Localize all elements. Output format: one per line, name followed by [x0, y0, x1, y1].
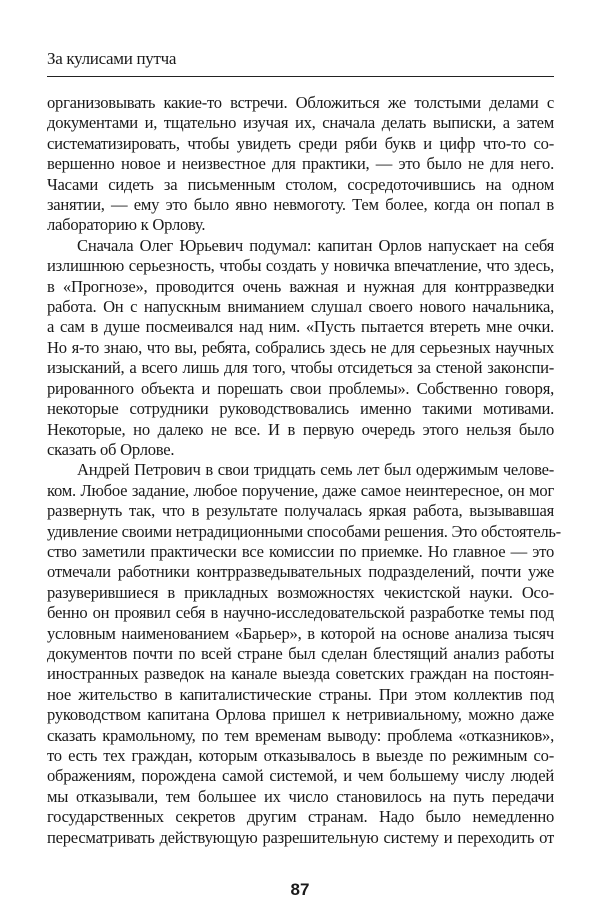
text-line: то есть тех граждан, которым отказывалось в выезде по режимным со-: [47, 746, 554, 765]
page-number: 87: [290, 880, 310, 899]
running-head: За кулисами путча: [47, 49, 177, 68]
text-line: изысканий, а всего лишь для того, чтобы отсидеться за стеной законспи-: [47, 358, 554, 378]
text-line: удивление своими нетрадиционными способами решения. Это обстоятель-: [47, 521, 561, 541]
text-line: организовывать какие-то встречи. Обложиться же толстыми делами с: [47, 93, 554, 112]
text-line: ком. Любое задание, любое поручение, даже самое неинтересное, он мог: [47, 480, 554, 500]
text-line: условным наименованием «Барьер», в которой на основе анализа тысяч: [47, 623, 554, 643]
text-line: излишнюю серьезность, чтобы создать у новичка впечатление, что здесь,: [47, 256, 554, 276]
text-line: Андрей Петрович в свои тридцать семь лет был одержимым челове-: [77, 460, 554, 480]
text-line: пересматривать действующую разрешительную систему и переходить от: [47, 827, 554, 847]
text-line: работа. Он с напускным вниманием слушал своего нового начальника,: [47, 297, 554, 317]
text-line: государственных секретов другим странам. Надо было немедленно: [47, 807, 554, 827]
text-line: некоторые сотрудники руководствовались именно такими мотивами.: [47, 399, 554, 419]
text-line: развернуть так, что в результате получалась яркая работа, вызывавшая: [47, 501, 554, 521]
text-line: Но я-то знаю, что вы, ребята, собрались здесь не для серьезных научных: [47, 337, 554, 357]
header-rule: [47, 76, 554, 77]
text-line: Некоторые, но далеко не все. И в первую очередь этого нельзя было: [47, 419, 554, 439]
text-line: иностранных разведок на канале выезда советских граждан на постоян-: [47, 664, 554, 684]
text-line: Часами сидеть за письменным столом, сосредоточившись на одном: [47, 174, 554, 194]
text-line: документами и, тщательно изучая их, сначала делать выписки, а затем: [47, 113, 554, 133]
text-line: сказать об Орлове.: [47, 439, 175, 459]
text-line: занятии, — ему это было явно невмоготу. Тем более, когда он попал в: [47, 195, 554, 215]
paragraph: [47, 460, 561, 848]
text-line: в «Прогнозе», проводится очень важная и нужная для контрразведки: [47, 276, 554, 296]
text-line: рированного объекта и порешать свои проблемы». Собственно говоря,: [47, 378, 554, 398]
paragraph: [47, 236, 554, 460]
text-line: а сам в душе посмеивался над ним. «Пусть пытается втереть мне очки.: [47, 317, 554, 337]
text-line: руководством капитана Орлова пришел к нетривиальному, можно даже: [47, 705, 554, 725]
body-text: [47, 93, 561, 848]
text-line: Сначала Олег Юрьевич подумал: капитан Орлов напускает на себя: [77, 235, 554, 255]
text-line: разуверившиеся в прикладных возможностях чекистской науки. Осо-: [47, 582, 554, 602]
text-line: вершенно новое и неизвестное для практики, — это было не для него.: [47, 154, 554, 174]
text-line: ображениям, порождена самой системой, и чем большему числу людей: [47, 766, 554, 786]
text-line: ное жительство в капиталистические страны. При этом коллектив под: [47, 684, 554, 704]
text-line: документов почти по всей стране был сделан блестящий анализ работы: [47, 643, 554, 663]
paragraph: [47, 93, 554, 236]
text-line: сказать крамольному, по тем временам выводу: проблема «отказников»,: [47, 725, 554, 745]
text-line: мы отказывали, тем большее их число становилось на путь передачи: [47, 786, 554, 806]
text-line: ство заметили практически все комиссии по приемке. Но главное — это: [47, 541, 554, 561]
text-line: бенно он проявил себя в научно-исследовательской разработке темы под: [47, 603, 554, 623]
text-line: отмечали работники контрразведывательных подразделений, почти уже: [47, 562, 554, 582]
text-line: систематизировать, чтобы увидеть среди ряби букв и цифр что-то со-: [47, 133, 554, 153]
text-line: лабораторию к Орлову.: [47, 215, 206, 235]
